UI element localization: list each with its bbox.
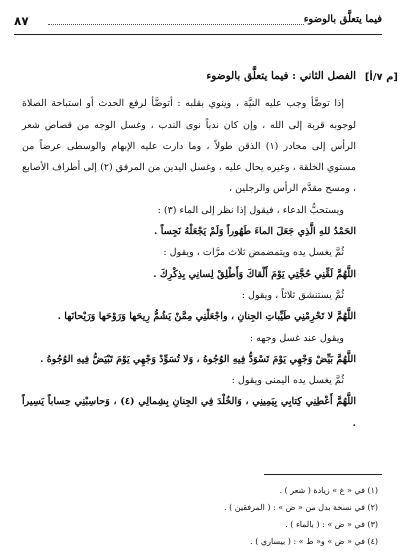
footnotes	[22, 482, 378, 550]
paragraph-instruction: ثُمَّ يستنشق ثلاثاً ، ويقول :	[241, 289, 344, 301]
supplication: اللَّهُمَّ لَقِّنِي حُجَّتِي يَوْمَ أَلْقاكَ وَأَطْلِقْ لِسانِي بِذِكْرِكَ .	[153, 268, 356, 280]
footnote-separator	[264, 474, 382, 475]
header-leader-dots	[48, 24, 304, 25]
page-header	[14, 14, 382, 30]
supplication: اللَّهُمَّ أَعْطِنِي كِتابِي بِيَمِينِي ، وَالخُلْدَ فِي الجِنانِ بِشِمالِي (٤) ، وَحاسِبْنِي حِساباً يَسِيراً .	[22, 396, 356, 429]
footnote: (٣) في « ض » : ( بالماء ) .	[285, 520, 378, 529]
main-text	[22, 66, 356, 434]
paragraph-instruction: ويقول عند غسل وجهه :	[249, 332, 344, 344]
footnote: (٢) في نسخة بدل من « ض » : ( المرفقين ) .	[224, 503, 378, 512]
paragraph-instruction: ثُمَّ يغسل يده ويتمضمض ثلاث مرَّات ، ويقول :	[163, 247, 344, 259]
footnote: (٤) في « ض » و« ط » : ( بيساري ) .	[250, 537, 378, 546]
paragraph-instruction: ثُمَّ يغسل يده اليمنى ويقول :	[231, 375, 344, 387]
paragraph-instruction: ويستحبُّ الدعاء ، فيقول إذا نظر إلى الماء (٣) :	[157, 204, 344, 216]
paragraph-intro: إذا توضَّأ وجب عليه النيَّة ، وينوي بقلبه : أتوضَّأ لرفع الحدث أو استباحة الصلاة لوجوبه قربة إلى الله ، وإن كان ندباً نوى الندب ، وغسل الوجه من قصاص شعر الرأس إلى محادر (١) الذقن طولاً ، وما دارت عليه الإبهام والوسطى عرضاً من مستوي الخلقة ، وغيره يحال عليه ، وغسل اليدين من المرفق (٢) إلى أطراف الأصابع ، ومسح مقدَّم الرأس والرجلين ،	[22, 98, 356, 195]
supplication: اللَّهُمَّ بَيِّضْ وَجْهِي يَوْمَ تَسْوَدُّ فِيهِ الوُجُوهُ ، وَلا تُسَوِّدْ وَجْهِي يَوْمَ تَبْيَضُّ فِيهِ الوُجُوهُ .	[40, 353, 356, 365]
footnote: (١) في « غ » زيادة ( شعر ) .	[279, 486, 378, 495]
header-rule	[14, 34, 382, 35]
page-number: ٨٧	[14, 14, 29, 28]
supplication: الحَمْدُ للهِ الَّذِي جَعَلَ الماءَ طَهُوراً وَلَمْ يَجْعَلْهُ نَجِساً .	[154, 226, 356, 238]
margin-manuscript-reference: [م ٧/أ]	[364, 72, 398, 83]
supplication: اللَّهُمَّ لا تَحْرِمْنِي طَيِّباتِ الجِنانِ ، واجْعَلْنِي مِمَّنْ يَشُمُّ رِيحَها وَرَوْحَها وَرَيْحانَها .	[57, 311, 356, 323]
running-head: فيما يتعلَّق بالوضوء	[303, 14, 382, 25]
chapter-title: الفصل الثاني : فيما يتعلَّق بالوضوء	[206, 70, 356, 82]
